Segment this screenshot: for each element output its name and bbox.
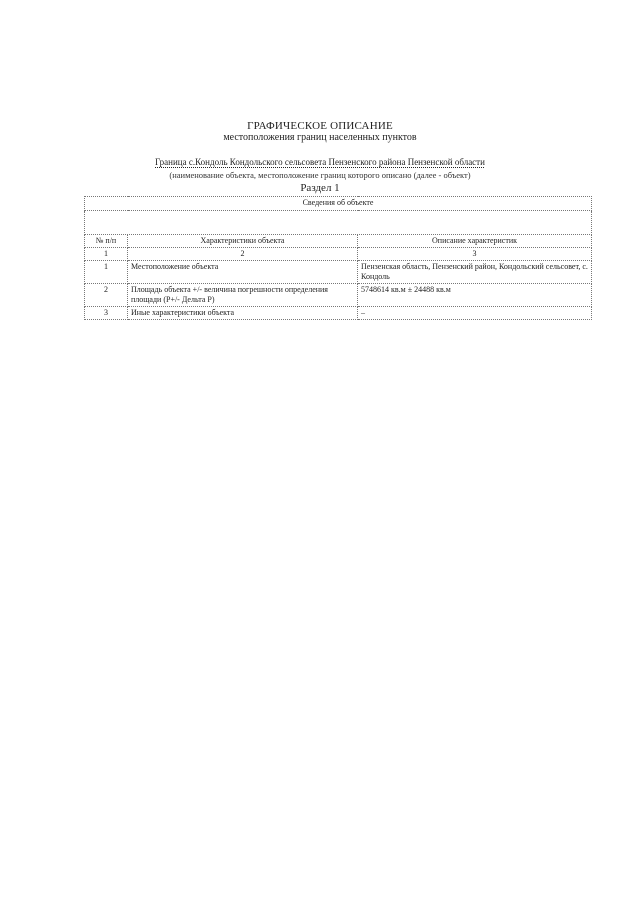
column-header-num: № п/п [85,235,128,248]
doc-subtitle: местоположения границ населенных пунктов [223,132,417,143]
row-name: Площадь объекта +/- величина погрешности определения площади (P+/- Дельта P) [128,284,358,307]
column-number-2: 2 [128,248,358,261]
row-num: 3 [85,307,128,320]
doc-title: ГРАФИЧЕСКОЕ ОПИСАНИЕ [247,120,393,132]
object-caption: (наименование объекта, местоположение границ которого описано (далее - объект) [169,170,471,180]
object-info-table [84,196,592,320]
table-column-headers [85,235,592,248]
row-value: 5748614 кв.м ± 24488 кв.м [358,284,592,307]
table-row [85,261,592,284]
column-number-1: 1 [85,248,128,261]
row-value: – [358,307,592,320]
column-header-description: Описание характеристик [358,235,592,248]
table-header-title: Сведения об объекте [85,197,592,211]
table-header-row [85,197,592,211]
table-row [85,284,592,307]
row-num: 2 [85,284,128,307]
row-num: 1 [85,261,128,284]
table-spacer-cell [85,211,592,235]
column-header-characteristic: Характеристики объекта [128,235,358,248]
column-number-3: 3 [358,248,592,261]
object-name: Граница с.Кондоль Кондольского сельсовета Пензенского района Пензенской области [155,157,485,167]
table-column-numbers [85,248,592,261]
row-name: Иные характеристики объекта [128,307,358,320]
row-name: Местоположение объекта [128,261,358,284]
table-row [85,307,592,320]
row-value: Пензенская область, Пензенский район, Кондольский сельсовет, с. Кондоль [358,261,592,284]
table-spacer-row [85,211,592,235]
section-title: Раздел 1 [300,182,340,194]
